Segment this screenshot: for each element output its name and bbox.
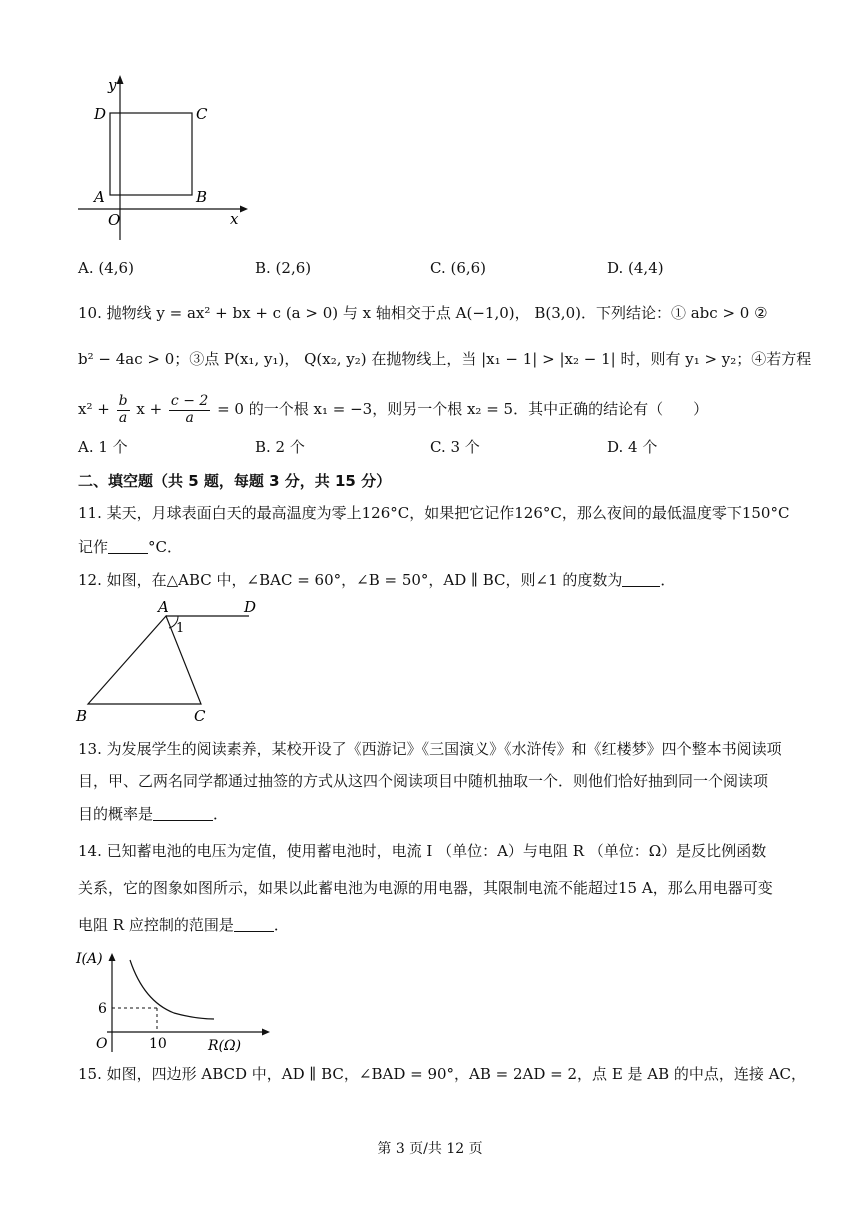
q10-line-3 xyxy=(78,389,798,429)
q13-line-2: 目，甲、乙两名同学都通过抽签的方式从这四个阅读项目中随机抽取一个．则他们恰好抽到同一个阅读项 xyxy=(78,772,769,790)
q10-option-a[interactable]: A. 1 个 xyxy=(78,438,128,456)
q13-answer-blank[interactable] xyxy=(153,806,213,821)
q10-option-d[interactable]: D. 4 个 xyxy=(607,438,658,456)
q12-answer-blank[interactable] xyxy=(622,572,660,587)
point-d-label: D xyxy=(94,105,107,123)
q11-line-2: 记作 °C． xyxy=(78,538,182,556)
r-tick-label: 10 xyxy=(149,1036,167,1052)
q9-option-a[interactable]: A. (4,6) xyxy=(78,259,134,277)
inverse-curve xyxy=(130,960,214,1019)
q14-line-1: 14. 已知蓄电池的电压为定值，使用蓄电池时，电流 I （单位：A）与电阻 R （单位：Ω）是反比例函数 xyxy=(78,842,767,860)
origin-label: O xyxy=(108,211,121,229)
i-tick-label: 6 xyxy=(98,1001,107,1017)
q14-line-3: 电阻 R 应控制的范围是 ． xyxy=(78,916,289,934)
point-a-label: A xyxy=(158,598,169,616)
section-2-title: 二、填空题（共 5 题，每题 3 分，共 15 分） xyxy=(78,472,392,490)
y-axis-label: y xyxy=(108,76,117,94)
point-d-label: D xyxy=(244,598,257,616)
q10-option-b[interactable]: B. 2 个 xyxy=(255,438,305,456)
r-axis-arrow xyxy=(262,1029,270,1036)
x-axis-label: x xyxy=(230,210,239,228)
point-c-label: C xyxy=(194,707,206,725)
q9-option-b[interactable]: B. (2,6) xyxy=(255,259,312,277)
q10-line-3-pre: x² + xyxy=(78,400,110,418)
point-a-label: A xyxy=(94,188,105,206)
q10-fraction-c-minus-2-over-a: $\frac{c - 2}{a}$ xyxy=(170,393,209,426)
q10-line-2: b² − 4ac > 0；③点 P(x₁, y₁)， Q(x₂, y₂) 在抛物线上，当 |x₁ − 1| > |x₂ − 1| 时，则有 y₁ > y₂；④若方程 xyxy=(78,350,812,368)
curve-figure xyxy=(74,946,274,1056)
q14-answer-blank[interactable] xyxy=(234,917,274,932)
triangle-figure xyxy=(74,598,274,726)
q10-option-c[interactable]: C. 3 个 xyxy=(430,438,480,456)
q9-option-d[interactable]: D. (4,4) xyxy=(607,259,664,277)
q13-line-1: 13. 为发展学生的阅读素养，某校开设了《西游记》《三国演义》《水浒传》和《红楼梦》四个整本书阅读项 xyxy=(78,740,782,758)
q10-line-1: 10. 抛物线 y = ax² + bx + c (a > 0) 与 x 轴相交于点 A(−1,0)， B(3,0)．下列结论：① abc > 0 ② xyxy=(78,304,768,322)
q10-line-3-post: = 0 的一个根 x₁ = −3，则另一个根 x₂ = 5．其中正确的结论有（ ） xyxy=(217,400,709,418)
angle-1-label: 1 xyxy=(176,621,185,636)
q12-line: 12. 如图，在△ABC 中，∠BAC = 60°，∠B = 50°，AD ∥ BC，则∠1 的度数为 ． xyxy=(78,571,676,589)
point-b-label: B xyxy=(76,707,88,725)
i-axis-arrow xyxy=(109,953,116,961)
q14-line-2: 关系，它的图象如图所示，如果以此蓄电池为电源的用电器，其限制电流不能超过15 A，那么用电器可变 xyxy=(78,879,773,897)
q13-line-3: 目的概率是 ． xyxy=(78,805,229,823)
q10-line-3-mid: x + xyxy=(136,400,163,418)
q11-line-1: 11. 某天，月球表面白天的最高温度为零上126°C，如果把它记作126°C，那么夜间的最低温度零下150°C xyxy=(78,504,790,522)
q10-fraction-b-over-a: $\frac{b}{a}$ xyxy=(118,393,128,426)
y-axis-arrow xyxy=(117,75,124,84)
square-abcd xyxy=(110,113,192,195)
point-c-label: C xyxy=(196,105,208,123)
square-figure xyxy=(72,70,252,245)
q15-line-1: 15. 如图，四边形 ABCD 中，AD ∥ BC，∠BAD = 90°，AB = 2AD = 2，点 E 是 AB 的中点，连接 AC， xyxy=(78,1065,807,1083)
r-axis-label: R(Ω) xyxy=(208,1038,242,1054)
q9-option-c[interactable]: C. (6,6) xyxy=(430,259,487,277)
i-axis-label: I(A) xyxy=(76,951,103,967)
q11-answer-blank[interactable] xyxy=(108,539,148,554)
point-b-label: B xyxy=(196,188,208,206)
origin-label: O xyxy=(96,1036,108,1052)
x-axis-arrow xyxy=(240,206,248,213)
page-footer: 第 3 页/共 12 页 xyxy=(377,1141,483,1157)
